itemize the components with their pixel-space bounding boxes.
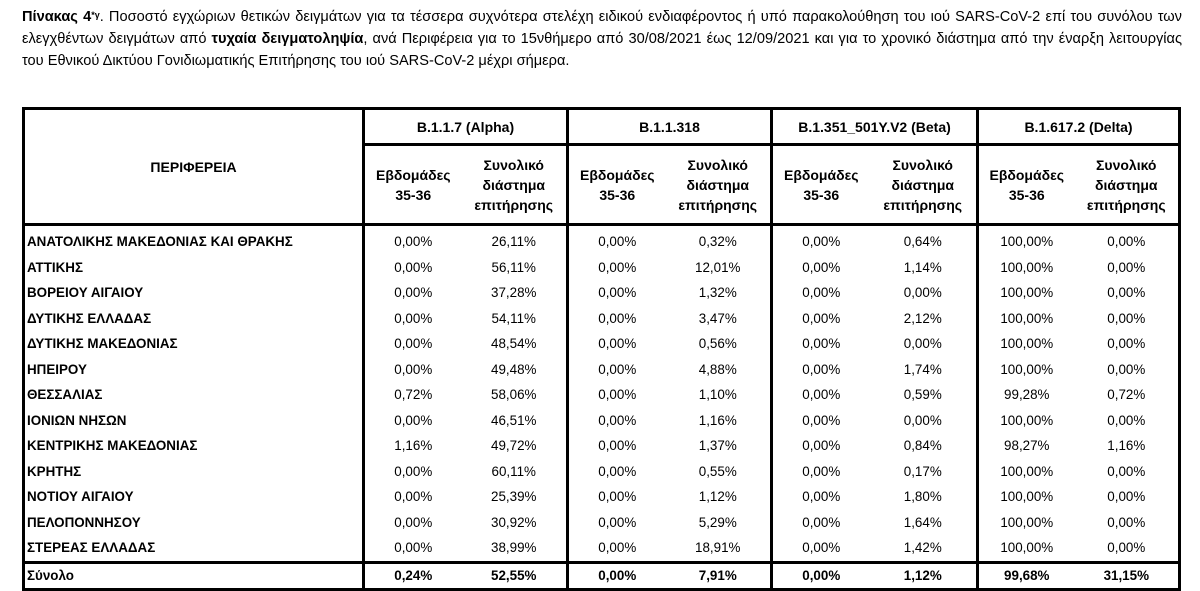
subheader-weeks-line: Εβδομάδες <box>579 166 655 183</box>
subheader-total-period <box>666 145 772 225</box>
value-weeks: 0,00% <box>568 255 666 281</box>
value-total-period: 0,64% <box>870 225 978 255</box>
table-row <box>24 280 1180 306</box>
value-total-period: 1,10% <box>666 382 772 408</box>
subheader-total-line: διάστημα <box>686 176 750 193</box>
subheader-weeks-line: 35-36 <box>1008 186 1045 203</box>
region-name: ΚΕΝΤΡΙΚΗΣ ΜΑΚΕΔΟΝΙΑΣ <box>24 433 364 459</box>
value-weeks: 100,00% <box>978 357 1075 383</box>
value-weeks: 100,00% <box>978 535 1075 562</box>
value-weeks: 0,00% <box>772 459 870 485</box>
value-weeks: 0,00% <box>772 255 870 281</box>
value-weeks: 0,00% <box>568 357 666 383</box>
value-weeks: 0,00% <box>568 562 666 589</box>
table-caption <box>22 6 1182 72</box>
value-total-period: 0,00% <box>1075 535 1180 562</box>
subheader-total-line: Συνολικό <box>687 156 748 173</box>
value-total-period: 0,00% <box>1075 484 1180 510</box>
table-row <box>24 459 1180 485</box>
value-weeks: 0,00% <box>772 306 870 332</box>
region-name: ΣΤΕΡΕΑΣ ΕΛΛΑΔΑΣ <box>24 535 364 562</box>
value-weeks: 0,00% <box>772 382 870 408</box>
subheader-weeks-line: 35-36 <box>395 186 432 203</box>
value-total-period: 0,00% <box>1075 408 1180 434</box>
value-weeks: 1,16% <box>364 433 462 459</box>
region-name: ΔΥΤΙΚΗΣ ΜΑΚΕΔΟΝΙΑΣ <box>24 331 364 357</box>
value-total-period: 54,11% <box>462 306 568 332</box>
subheader-weeks <box>568 145 666 225</box>
value-weeks: 100,00% <box>978 331 1075 357</box>
region-name: ΚΡΗΤΗΣ <box>24 459 364 485</box>
subheader-weeks <box>772 145 870 225</box>
value-weeks: 0,00% <box>772 484 870 510</box>
value-weeks: 0,24% <box>364 562 462 589</box>
variant-header-alpha: B.1.1.7 (Alpha) <box>364 109 568 145</box>
subheader-weeks <box>978 145 1075 225</box>
value-weeks: 100,00% <box>978 459 1075 485</box>
value-total-period: 0,59% <box>870 382 978 408</box>
subheader-total-line: διάστημα <box>891 176 955 193</box>
value-total-period: 0,72% <box>1075 382 1180 408</box>
variants-table <box>22 107 1181 591</box>
value-total-period: 58,06% <box>462 382 568 408</box>
value-total-period: 0,00% <box>1075 510 1180 536</box>
table-row <box>24 306 1180 332</box>
value-total-period: 1,16% <box>666 408 772 434</box>
subheader-total-line: επιτήρησης <box>883 196 963 213</box>
value-total-period: 25,39% <box>462 484 568 510</box>
table-row <box>24 510 1180 536</box>
value-weeks: 100,00% <box>978 306 1075 332</box>
value-total-period: 1,14% <box>870 255 978 281</box>
value-total-period: 46,51% <box>462 408 568 434</box>
value-weeks: 0,00% <box>772 331 870 357</box>
caption-text-1: . Ποσοστό εγχώριων θετικών δειγμάτων για τα τέσσερα συχνότερα στελέχη ειδικού ενδιαφέροντος ή υπό παρακολούθηση του ιού SARS-CoV-2 επί του συνόλου των ελεγχθέντων δειγμάτων από <box>22 9 1182 47</box>
value-total-period: 1,12% <box>666 484 772 510</box>
subheader-weeks-line: Εβδομάδες <box>375 166 451 183</box>
value-total-period: 1,64% <box>870 510 978 536</box>
subheader-total-period <box>1075 145 1180 225</box>
region-column-header: ΠΕΡΙΦΕΡΕΙΑ <box>24 109 364 225</box>
value-weeks: 0,00% <box>568 382 666 408</box>
value-total-period: 0,00% <box>1075 225 1180 255</box>
value-total-period: 4,88% <box>666 357 772 383</box>
region-name: ΔΥΤΙΚΗΣ ΕΛΛΑΔΑΣ <box>24 306 364 332</box>
caption-label: Πίνακας 4 <box>22 9 92 25</box>
region-name: ΠΕΛΟΠΟΝΝΗΣΟΥ <box>24 510 364 536</box>
value-total-period: 60,11% <box>462 459 568 485</box>
value-total-period: 31,15% <box>1075 562 1180 589</box>
table-row <box>24 255 1180 281</box>
value-total-period: 49,72% <box>462 433 568 459</box>
caption-bold-text: τυχαία δειγματοληψία <box>211 31 364 47</box>
subheader-total-line: επιτήρησης <box>1086 196 1166 213</box>
value-weeks: 100,00% <box>978 408 1075 434</box>
value-weeks: 0,00% <box>364 535 462 562</box>
subheader-weeks-line: Εβδομάδες <box>783 166 859 183</box>
value-total-period: 0,00% <box>1075 459 1180 485</box>
value-weeks: 0,00% <box>364 306 462 332</box>
value-weeks: 0,00% <box>364 255 462 281</box>
value-total-period: 38,99% <box>462 535 568 562</box>
table-row <box>24 357 1180 383</box>
value-total-period: 3,47% <box>666 306 772 332</box>
value-weeks: 0,00% <box>568 331 666 357</box>
value-total-period: 0,00% <box>1075 280 1180 306</box>
value-weeks: 0,00% <box>364 510 462 536</box>
table-row <box>24 331 1180 357</box>
region-name: Σύνολο <box>24 562 364 589</box>
table-row <box>24 535 1180 562</box>
table-row <box>24 225 1180 255</box>
value-total-period: 0,84% <box>870 433 978 459</box>
table-row <box>24 408 1180 434</box>
caption-text-2: , ανά Περιφέρεια για το 15νθήμερο από 30/08/2021 έως 12/09/2021 και για το χρονικό διάστημα από την έναρξη λειτουργίας του Εθνικού Δικτύου Γονιδιωματικής Επιτήρησης του ιού SARS-CoV-2 μέχρι σήμερα. <box>22 31 1183 69</box>
value-weeks: 0,00% <box>568 535 666 562</box>
subheader-total-period <box>462 145 568 225</box>
value-weeks: 0,00% <box>364 331 462 357</box>
value-total-period: 1,74% <box>870 357 978 383</box>
value-weeks: 0,00% <box>772 280 870 306</box>
value-weeks: 99,68% <box>978 562 1075 589</box>
value-total-period: 18,91% <box>666 535 772 562</box>
value-total-period: 1,12% <box>870 562 978 589</box>
value-weeks: 0,00% <box>568 280 666 306</box>
value-total-period: 7,91% <box>666 562 772 589</box>
value-weeks: 0,00% <box>568 459 666 485</box>
value-weeks: 0,00% <box>568 408 666 434</box>
value-weeks: 0,72% <box>364 382 462 408</box>
value-weeks: 0,00% <box>364 225 462 255</box>
subheader-total-line: επιτήρησης <box>678 196 758 213</box>
value-weeks: 0,00% <box>568 510 666 536</box>
value-weeks: 0,00% <box>364 484 462 510</box>
subheader-total-line: Συνολικό <box>1096 156 1157 173</box>
value-weeks: 0,00% <box>568 433 666 459</box>
subheader-weeks <box>364 145 462 225</box>
value-total-period: 56,11% <box>462 255 568 281</box>
variant-header-delta: B.1.617.2 (Delta) <box>978 109 1180 145</box>
subheader-total-line: Συνολικό <box>892 156 953 173</box>
value-weeks: 0,00% <box>772 433 870 459</box>
value-weeks: 0,00% <box>772 562 870 589</box>
value-weeks: 98,27% <box>978 433 1075 459</box>
value-total-period: 1,80% <box>870 484 978 510</box>
caption-superscript: *γ <box>91 10 100 20</box>
region-name: ΙΟΝΙΩΝ ΝΗΣΩΝ <box>24 408 364 434</box>
region-name: ΘΕΣΣΑΛΙΑΣ <box>24 382 364 408</box>
value-weeks: 99,28% <box>978 382 1075 408</box>
subheader-total-line: Συνολικό <box>483 156 544 173</box>
value-weeks: 0,00% <box>364 280 462 306</box>
value-weeks: 0,00% <box>568 484 666 510</box>
value-total-period: 0,55% <box>666 459 772 485</box>
subheader-total-line: διάστημα <box>1095 176 1158 193</box>
value-weeks: 100,00% <box>978 484 1075 510</box>
value-total-period: 1,32% <box>666 280 772 306</box>
value-weeks: 0,00% <box>772 535 870 562</box>
value-total-period: 12,01% <box>666 255 772 281</box>
value-total-period: 52,55% <box>462 562 568 589</box>
value-total-period: 0,00% <box>1075 331 1180 357</box>
value-weeks: 0,00% <box>772 357 870 383</box>
value-total-period: 0,00% <box>1075 306 1180 332</box>
value-weeks: 0,00% <box>568 306 666 332</box>
value-weeks: 100,00% <box>978 510 1075 536</box>
value-total-period: 0,32% <box>666 225 772 255</box>
value-weeks: 100,00% <box>978 255 1075 281</box>
value-total-period: 30,92% <box>462 510 568 536</box>
total-row <box>24 562 1180 589</box>
region-name: ΑΝΑΤΟΛΙΚΗΣ ΜΑΚΕΔΟΝΙΑΣ ΚΑΙ ΘΡΑΚΗΣ <box>24 225 364 255</box>
value-weeks: 0,00% <box>568 225 666 255</box>
value-total-period: 48,54% <box>462 331 568 357</box>
value-total-period: 0,56% <box>666 331 772 357</box>
value-total-period: 5,29% <box>666 510 772 536</box>
table-row <box>24 382 1180 408</box>
subheader-total-line: επιτήρησης <box>474 196 554 213</box>
value-total-period: 2,12% <box>870 306 978 332</box>
table-row <box>24 484 1180 510</box>
value-total-period: 37,28% <box>462 280 568 306</box>
value-weeks: 0,00% <box>364 408 462 434</box>
value-total-period: 1,16% <box>1075 433 1180 459</box>
region-name: ΑΤΤΙΚΗΣ <box>24 255 364 281</box>
value-total-period: 0,00% <box>1075 357 1180 383</box>
table-row <box>24 433 1180 459</box>
subheader-weeks-line: Εβδομάδες <box>989 166 1065 183</box>
value-total-period: 0,17% <box>870 459 978 485</box>
value-total-period: 1,37% <box>666 433 772 459</box>
variant-header-b11318: B.1.1.318 <box>568 109 772 145</box>
value-total-period: 26,11% <box>462 225 568 255</box>
region-name: ΒΟΡΕΙΟΥ ΑΙΓΑΙΟΥ <box>24 280 364 306</box>
value-weeks: 0,00% <box>772 225 870 255</box>
value-weeks: 0,00% <box>772 408 870 434</box>
value-total-period: 1,42% <box>870 535 978 562</box>
value-weeks: 0,00% <box>772 510 870 536</box>
value-weeks: 100,00% <box>978 280 1075 306</box>
value-weeks: 100,00% <box>978 225 1075 255</box>
region-name: ΝΟΤΙΟΥ ΑΙΓΑΙΟΥ <box>24 484 364 510</box>
value-weeks: 0,00% <box>364 459 462 485</box>
value-total-period: 0,00% <box>870 331 978 357</box>
value-total-period: 0,00% <box>870 280 978 306</box>
value-weeks: 0,00% <box>364 357 462 383</box>
subheader-weeks-line: 35-36 <box>803 186 840 203</box>
subheader-total-period <box>870 145 978 225</box>
value-total-period: 49,48% <box>462 357 568 383</box>
subheader-total-line: διάστημα <box>482 176 546 193</box>
subheader-weeks-line: 35-36 <box>599 186 636 203</box>
value-total-period: 0,00% <box>1075 255 1180 281</box>
region-name: ΗΠΕΙΡΟΥ <box>24 357 364 383</box>
value-total-period: 0,00% <box>870 408 978 434</box>
variant-header-beta: B.1.351_501Y.V2 (Beta) <box>772 109 978 145</box>
